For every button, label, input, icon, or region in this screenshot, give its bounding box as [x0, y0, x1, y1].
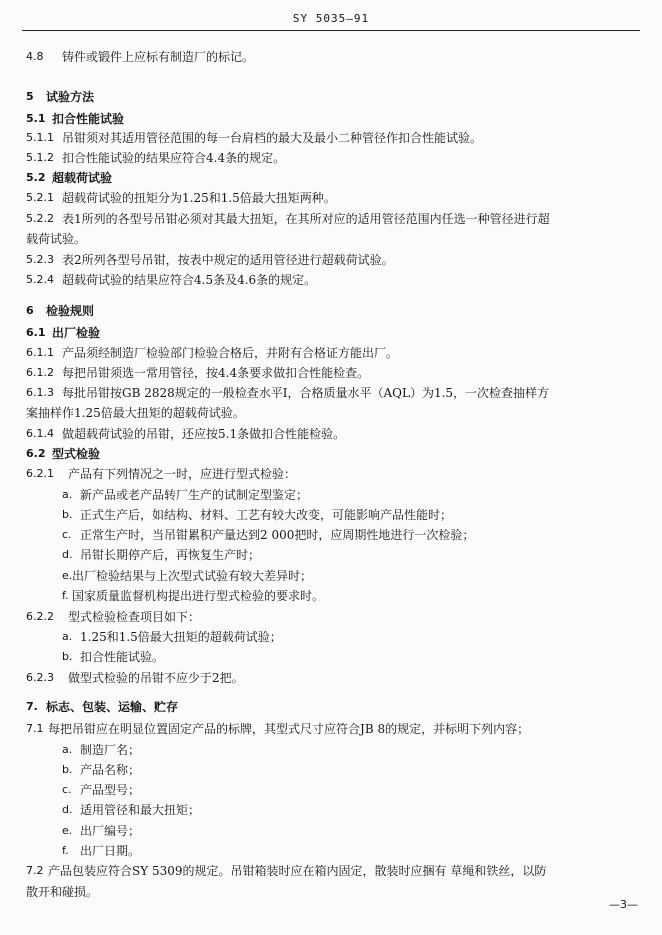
clause-number: 5 [26, 90, 34, 103]
clause-text: 表2所列各型号吊钳，按表中规定的适用管径进行超载荷试验。 [62, 253, 394, 267]
clause-number: 7.2 [26, 864, 44, 877]
header-rule [22, 30, 640, 31]
clause-text: 超载荷试验的结果应符合4.5条及4.6条的规定。 [62, 273, 317, 287]
clause-text: 国家质量监督机构提出进行型式检验的要求时。 [72, 589, 325, 603]
clause-number: 6.2.1 [26, 467, 54, 480]
clause-number: b. [62, 508, 73, 521]
clause-text: 案抽样作1.25倍最大扭矩的超载荷试验。 [26, 406, 245, 420]
clause-text: 表1所列的各型号吊钳必须对其最大扭矩，在其所对应的适用管径范围内任选一种管径进行超 [62, 212, 550, 226]
clause-number: a. [62, 743, 73, 756]
clause-number: b. [62, 763, 73, 776]
clause-number: e. [62, 569, 73, 582]
page-number: —3— [609, 898, 638, 911]
clause-number: 5.2.2 [26, 212, 54, 225]
clause-number: 5.2 [26, 171, 46, 184]
clause-text: 正式生产后，如结构、材料、工艺有较大改变，可能影响产品性能时； [80, 508, 453, 522]
clause-text: 产品有下列情况之一时，应进行型式检验： [68, 467, 297, 481]
clause-number: 6.1 [26, 326, 46, 339]
clause-number: 5.2.3 [26, 253, 54, 266]
clause-text: 做型式检验的吊钳不应少于2把。 [68, 671, 244, 685]
clause-text: 产品包装应符合SY 5309的规定。吊钳箱装时应在箱内固定，散装时应捆有 草绳和铁丝，以防 [48, 864, 547, 878]
clause-text: 吊钳须对其适用管径范围的每一台肩档的最大及最小二种管径作扣合性能试验。 [62, 131, 483, 145]
clause-number: e. [62, 824, 73, 837]
clause-text: 出厂检验结果与上次型式试验有较大差异时； [72, 569, 313, 583]
clause-text: 产品型号； [80, 783, 141, 797]
clause-text: 扣合性能试验。 [80, 650, 165, 664]
clause-text: 做超载荷试验的吊钳，还应按5.1条做扣合性能检验。 [62, 427, 346, 441]
clause-text: 扣合性能试验的结果应符合4.4条的规定。 [62, 151, 286, 165]
clause-text: 超载荷试验 [52, 171, 113, 185]
clause-text: 扣合性能试验 [52, 112, 125, 126]
clause-number: 5.2.1 [26, 191, 54, 204]
clause-text: 适用管径和最大扭矩； [80, 803, 201, 817]
clause-text: 标志、包装、运输、贮存 [46, 700, 179, 714]
clause-number: a. [62, 630, 73, 643]
clause-text: 出厂检验 [52, 326, 101, 340]
clause-number: 6.2.2 [26, 610, 54, 623]
clause-text: 1.25和1.5倍最大扭矩的超载荷试验； [80, 630, 282, 644]
clause-text: 超载荷试验的扭矩分为1.25和1.5倍最大扭矩两种。 [62, 191, 336, 205]
clause-number: 5.2.4 [26, 273, 54, 286]
clause-text: 铸件或锻件上应标有制造厂的标记。 [62, 50, 255, 64]
clause-number: 6.1.2 [26, 366, 54, 379]
clause-number: c. [62, 528, 72, 541]
clause-text: 正常生产时，当吊钳累积产量达到2 000把时，应周期性地进行一次检验； [80, 528, 475, 542]
clause-text: 散开和碰损。 [26, 885, 99, 899]
clause-number: 7.1 [26, 722, 44, 735]
clause-number: d. [62, 548, 73, 561]
clause-number: 5.1 [26, 112, 46, 125]
clause-number: 6.1.4 [26, 427, 54, 440]
clause-number: b. [62, 650, 73, 663]
clause-number: f. [62, 589, 69, 602]
clause-number: 6.1.3 [26, 386, 54, 399]
clause-text: 试验方法 [46, 90, 95, 104]
clause-number: 5.1.2 [26, 151, 54, 164]
clause-number: f. [62, 844, 69, 857]
clause-text: 每把吊钳应在明显位置固定产品的标牌，其型式尺寸应符合JB 8的规定，并标明下列内容； [48, 722, 530, 736]
clause-text: 产品须经制造厂检验部门检验合格后，并附有合格证方能出厂。 [62, 346, 399, 360]
clause-text: 产品名称； [80, 763, 141, 777]
clause-text: 制造厂名； [80, 743, 141, 757]
standard-code-header: SY 5035—91 [292, 12, 370, 25]
clause-text: 载荷试验。 [26, 232, 87, 246]
clause-text: 检验规则 [46, 304, 95, 318]
clause-text: 出厂日期。 [80, 844, 141, 858]
clause-text: 每把吊钳须选一常用管径，按4.4条要求做扣合性能检查。 [62, 366, 370, 380]
clause-number: 5.1.1 [26, 131, 54, 144]
clause-number: 6.1.1 [26, 346, 54, 359]
clause-text: 出厂编号； [80, 824, 141, 838]
clause-number: 7. [26, 700, 38, 713]
clause-text: 型式检验检查项目如下： [68, 610, 201, 624]
clause-number: d. [62, 803, 73, 816]
clause-number: 6.2 [26, 447, 46, 460]
clause-text: 每批吊钳按GB 2828规定的一般检查水平Ⅰ，合格质量水平（AQL）为1.5，一次检查抽样方 [62, 386, 550, 400]
clause-text: 型式检验 [52, 447, 101, 461]
clause-number: 4.8 [26, 50, 44, 63]
clause-number: a. [62, 488, 73, 501]
clause-number: c. [62, 783, 72, 796]
clause-text: 新产品或老产品转厂生产的试制定型鉴定； [80, 488, 309, 502]
clause-number: 6 [26, 304, 34, 317]
clause-number: 6.2.3 [26, 671, 54, 684]
clause-text: 吊钳长期停产后，再恢复生产时； [80, 548, 261, 562]
